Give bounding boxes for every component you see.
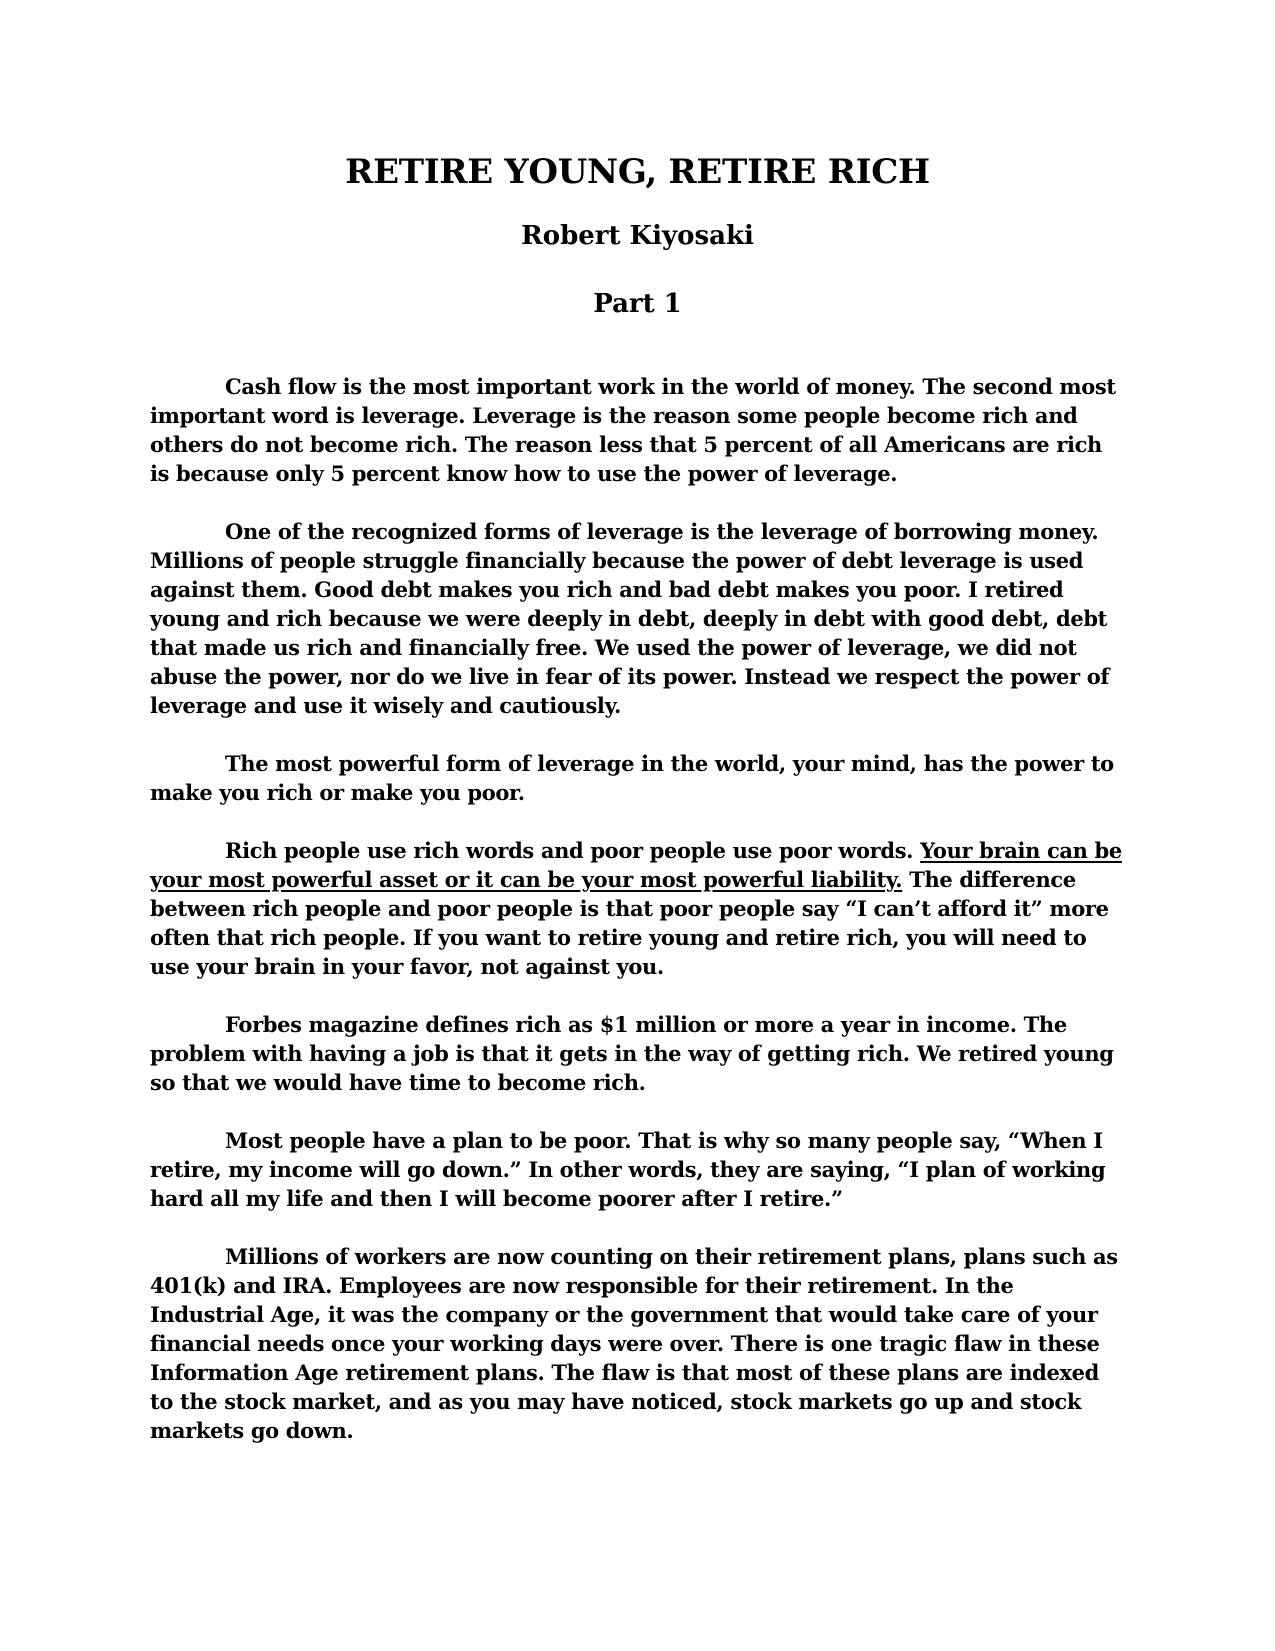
part-heading: Part 1 [593,289,682,319]
paragraph-5: Forbes magazine defines rich as $1 million or more a year in income. The problem with having a job is that it gets in the way of getting rich. We retired young so that we would have time to become rich. [150,1012,1114,1095]
paragraph-4 [150,836,1125,981]
body-text [150,372,1125,1474]
paragraph-6: Most people have a plan to be poor. That is why so many people say, “When I retire, my income will go down.” In other words, they are saying, “I plan of working hard all my life and then I will become poorer after I retire.” [150,1128,1106,1211]
paragraph-2: One of the recognized forms of leverage is the leverage of borrowing money. Millions of people struggle financially because the power of debt leverage is used against them. Good debt makes you rich and bad debt makes you poor. I retired young and rich because we were deeply in debt, deeply in debt with good debt, debt that made us rich and financially free. We used the power of leverage, we did not abuse the power, nor do we live in fear of its power. Instead we respect the power of leverage and use it wisely and cautiously. [150,519,1110,718]
paragraph-4-after: The difference between rich people and poor people is that poor people say “I can’t afford it” more often that rich people. If you want to retire young and retire rich, you will need to use your brain in your favor, not against you. [150,867,1109,979]
paragraph-4-before: Rich people use rich words and poor people use poor words. [225,838,921,863]
paragraph-3: The most powerful form of leverage in the world, your mind, has the power to make you rich or make you poor. [150,751,1114,805]
underlined-sentence: Your brain can be your most powerful asset or it can be your most powerful liability. [150,838,1122,892]
author-name: Robert Kiyosaki [521,221,754,251]
document-title: RETIRE YOUNG, RETIRE RICH [345,152,930,192]
paragraph-1: Cash flow is the most important work in the world of money. The second most important word is leverage. Leverage is the reason some people become rich and others do not become rich. The reason less that 5 percent of all Americans are rich is because only 5 percent know how to use the power of leverage. [150,374,1116,486]
paragraph-7: Millions of workers are now counting on their retirement plans, plans such as 401(k) and IRA. Employees are now responsible for their retirement. In the Industrial Age, it was the company or the government that would take care of your financial needs once your working days were over. There is one tragic flaw in these Information Age retirement plans. The flaw is that most of these plans are indexed to the stock market, and as you may have noticed, stock markets go up and stock markets go down. [150,1244,1118,1443]
